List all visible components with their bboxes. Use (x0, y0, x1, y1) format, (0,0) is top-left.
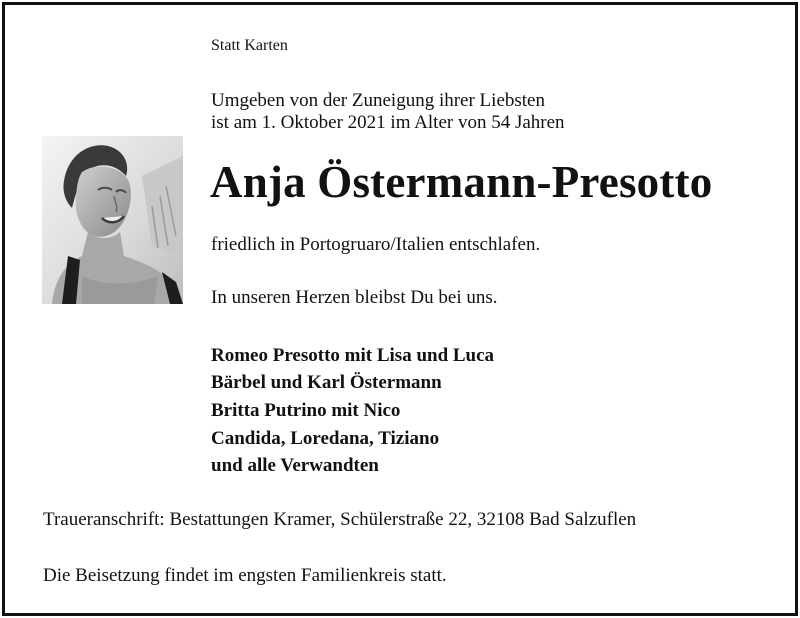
intro-line-2: ist am 1. Oktober 2021 im Alter von 54 Jahren (211, 112, 565, 133)
portrait-image (42, 136, 183, 304)
mourner-line: Candida, Loredana, Tiziano (211, 428, 440, 449)
deceased-name: Anja Östermann-Presotto (210, 157, 713, 207)
mourner-line: und alle Verwandten (211, 455, 379, 476)
passing-line: friedlich in Portogruaro/Italien entschlafen. (211, 234, 541, 255)
mourning-address: Traueranschrift: Bestattungen Kramer, Schülerstraße 22, 32108 Bad Salzuflen (43, 509, 637, 530)
mourner-line: Romeo Presotto mit Lisa und Luca (211, 345, 495, 366)
header-label: Statt Karten (211, 37, 288, 54)
mourner-line: Britta Putrino mit Nico (211, 400, 401, 421)
portrait-photo (42, 136, 183, 304)
intro-line-1: Umgeben von der Zuneigung ihrer Liebsten (211, 90, 545, 111)
burial-note: Die Beisetzung findet im engsten Familienkreis statt. (43, 565, 447, 586)
mourner-line: Bärbel und Karl Östermann (211, 372, 442, 393)
remembrance-line: In unseren Herzen bleibst Du bei uns. (211, 287, 498, 308)
